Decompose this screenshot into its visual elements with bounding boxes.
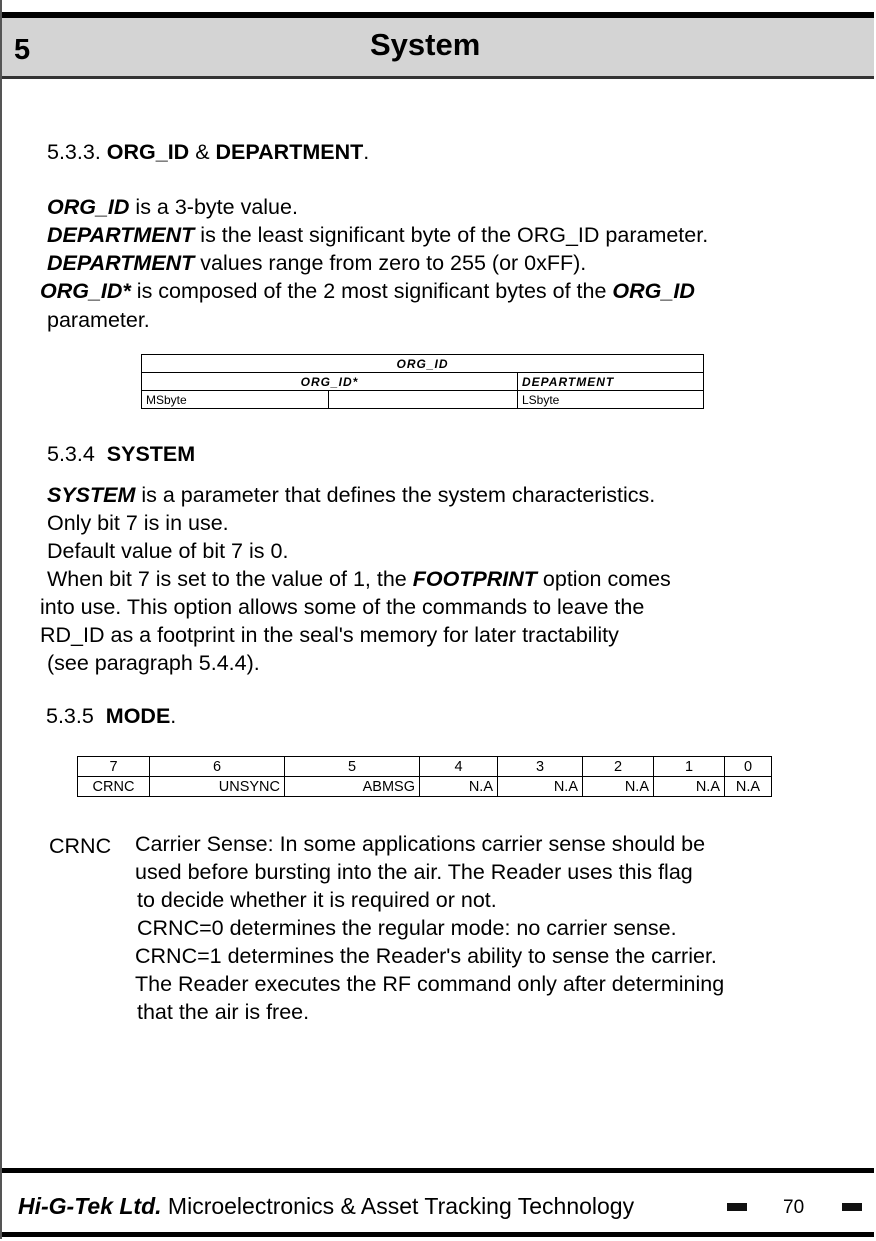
department-line-1: DEPARTMENT is the least significant byte of the ORG_ID parameter. xyxy=(47,223,709,247)
footer-tagline: Microelectronics & Asset Tracking Technology xyxy=(161,1193,635,1219)
crnc-line-3: to decide whether it is required or not. xyxy=(137,888,497,912)
system-line-7: (see paragraph 5.4.4). xyxy=(47,651,260,675)
footer-text xyxy=(18,1193,634,1220)
system-line-3: Default value of bit 7 is 0. xyxy=(47,539,289,563)
bit-name: N.A xyxy=(654,777,725,797)
footer-mark-left xyxy=(727,1203,747,1211)
department-header: DEPARTMENT xyxy=(518,373,704,391)
lsbyte-cell: LSbyte xyxy=(518,391,704,409)
org-id-star-header: ORG_ID* xyxy=(142,373,518,391)
system-line-4: When bit 7 is set to the value of 1, the FOOTPRINT option comes xyxy=(47,567,671,591)
section-333-heading: 5.3.3. ORG_ID & DEPARTMENT. xyxy=(47,140,370,164)
crnc-line-4: CRNC=0 determines the regular mode: no carrier sense. xyxy=(137,916,677,940)
middle-byte-cell xyxy=(329,391,518,409)
org-id-table-top: ORG_ID xyxy=(142,355,704,373)
bit-number: 2 xyxy=(583,757,654,777)
bit-number: 6 xyxy=(150,757,285,777)
bit-number: 1 xyxy=(654,757,725,777)
mode-bit-names xyxy=(78,777,772,797)
header-bottom-rule xyxy=(2,76,874,79)
system-line-1: SYSTEM is a parameter that defines the system characteristics. xyxy=(47,483,656,507)
system-line-2: Only bit 7 is in use. xyxy=(47,511,229,535)
system-line-5: into use. This option allows some of the commands to leave the xyxy=(40,595,645,619)
parameter-line: parameter. xyxy=(47,308,150,332)
mode-bit-table xyxy=(77,756,772,797)
bit-number: 5 xyxy=(285,757,420,777)
bit-name: ABMSG xyxy=(285,777,420,797)
bit-name: N.A xyxy=(420,777,498,797)
bit-number: 4 xyxy=(420,757,498,777)
crnc-label: CRNC xyxy=(49,834,112,858)
bit-name: N.A xyxy=(725,777,772,797)
bit-name: N.A xyxy=(583,777,654,797)
org-id-line: ORG_ID is a 3-byte value. xyxy=(47,195,298,219)
footer-brand: Hi-G-Tek Ltd. xyxy=(18,1193,162,1219)
footer-top-rule xyxy=(2,1168,874,1173)
mode-bit-numbers xyxy=(78,757,772,777)
bit-number: 7 xyxy=(78,757,150,777)
crnc-line-2: used before bursting into the air. The Reader uses this flag xyxy=(135,860,693,884)
crnc-line-1: Carrier Sense: In some applications carrier sense should be xyxy=(135,832,706,856)
org-id-table xyxy=(141,354,704,409)
bit-name: UNSYNC xyxy=(150,777,285,797)
section-334-heading: 5.3.4 SYSTEM xyxy=(47,442,196,466)
bit-number: 3 xyxy=(498,757,583,777)
department-line-2: DEPARTMENT values range from zero to 255 (or 0xFF). xyxy=(47,251,587,275)
page-number: 70 xyxy=(783,1197,805,1218)
footer-mark-right xyxy=(842,1203,862,1211)
crnc-line-7: that the air is free. xyxy=(137,1000,310,1024)
msbyte-cell: MSbyte xyxy=(142,391,329,409)
bit-name: N.A xyxy=(498,777,583,797)
system-line-6: RD_ID as a footprint in the seal's memory for later tractability xyxy=(40,623,619,647)
bit-number: 0 xyxy=(725,757,772,777)
chapter-number: 5 xyxy=(14,34,31,66)
chapter-title: System xyxy=(370,27,481,62)
crnc-line-6: The Reader executes the RF command only after determining xyxy=(135,972,725,996)
section-335-heading: 5.3.5 MODE. xyxy=(46,704,177,728)
crnc-line-5: CRNC=1 determines the Reader's ability to sense the carrier. xyxy=(135,944,717,968)
footer-bottom-rule xyxy=(2,1232,874,1237)
org-id-star-line: ORG_ID* is composed of the 2 most significant bytes of the ORG_ID xyxy=(40,279,695,303)
bit-name: CRNC xyxy=(78,777,150,797)
